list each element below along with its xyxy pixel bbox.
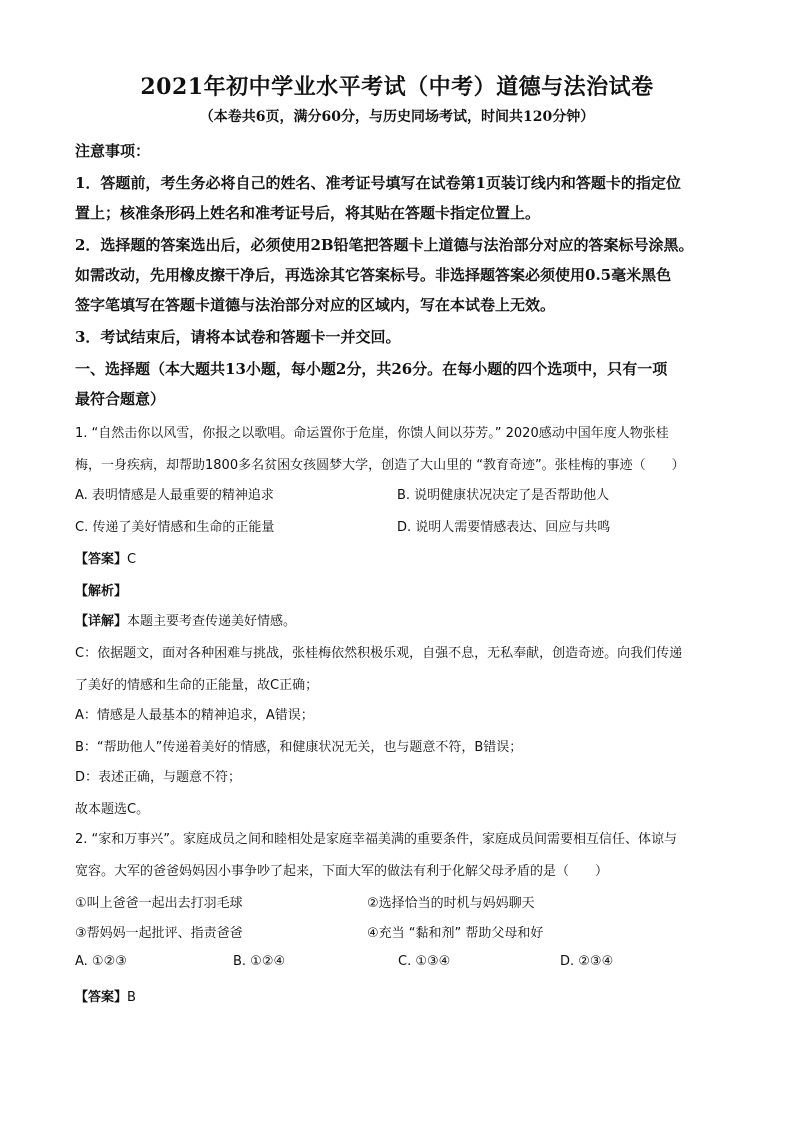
q1-detail-label: 【详解】 — [75, 614, 128, 629]
q1-analysis-c-line-2: 了美好的情感和生命的正能量，故C正确； — [75, 678, 319, 693]
notice-heading: 注意事项： — [75, 142, 151, 160]
q2-answer-label: 【答案】 — [75, 990, 128, 1005]
q1-answer — [75, 548, 725, 567]
q1-stem-line-1: 1. “自然击你以风雪，你报之以歌唱。命运置你于危崖，你馈人间以芬芳。” 2020感动中国年度人物张桂 — [75, 426, 669, 441]
q1-analysis-d: D：表述正确，与题意不符； — [75, 770, 242, 785]
q1-option-d: D. 说明人需要情感表达、回应与共鸣 — [397, 520, 611, 535]
notice-item-2-line-1: 2．选择题的答案选出后，必须使用2B铅笔把答题卡上道德与法治部分对应的答案标号涂黑。 — [75, 236, 694, 254]
section-1-heading-line-1: 一、选择题（本大题共13小题，每小题2分，共26分。在每小题的四个选项中，只有一项 — [75, 360, 668, 378]
q1-option-c: C. 传递了美好情感和生命的正能量 — [75, 520, 275, 535]
q2-option-b: B. ①②④ — [233, 954, 286, 969]
q2-statement-1: ①叫上爸爸一起出去打羽毛球 — [75, 896, 243, 911]
notice-item-2-line-3: 签字笔填写在答题卡道德与法治部分对应的区域内，写在本试卷上无效。 — [75, 296, 556, 314]
q2-answer — [75, 986, 725, 1005]
q2-option-a: A. ①②③ — [75, 954, 127, 969]
notice-item-1-line-1: 1．答题前，考生务必将自己的姓名、准考证号填写在试卷第1页装订线内和答题卡的指定位 — [75, 174, 681, 192]
q1-conclusion: 故本题选C。 — [75, 802, 150, 817]
q1-stem-line-2: 梅，一身疾病，却帮助1800多名贫困女孩圆梦大学，创造了大山里的 “教育奇迹”。张桂梅的事迹（ ） — [75, 458, 685, 473]
q1-detail — [75, 610, 725, 629]
q2-option-d: D. ②③④ — [560, 954, 614, 969]
page-title: 2021年初中学业水平考试（中考）道德与法治试卷 — [140, 74, 654, 100]
notice-item-2-line-2: 如需改动，先用橡皮擦干净后，再选涂其它答案标号。非选择题答案必须使用0.5毫米黑色 — [75, 266, 672, 284]
q2-statement-2: ②选择恰当的时机与妈妈聊天 — [367, 896, 535, 911]
q2-answer-value: B — [127, 990, 136, 1005]
notice-item-3: 3．考试结束后，请将本试卷和答题卡一并交回。 — [75, 328, 401, 346]
q1-option-a: A. 表明情感是人最重要的精神追求 — [75, 488, 274, 503]
q1-answer-label: 【答案】 — [75, 552, 128, 567]
q1-analysis-c-line-1: C：依据题文，面对各种困难与挑战，张桂梅依然积极乐观，自强不息，无私奉献，创造奇迹。向我们传递 — [75, 646, 683, 661]
page-subtitle: （本卷共6页，满分60分，与历史同场考试，时间共120分钟） — [199, 109, 595, 125]
q2-stem-line-2: 宽容。大军的爸爸妈妈因小事争吵了起来，下面大军的做法有利于化解父母矛盾的是（ ） — [75, 864, 609, 879]
section-1-heading-line-2: 最符合题意） — [75, 390, 166, 408]
q1-analysis-label: 【解析】 — [75, 584, 128, 599]
q1-detail-text: 本题主要考查传递美好情感。 — [127, 614, 297, 629]
q1-analysis-b: B：“帮助他人”传递着美好的情感，和健康状况无关，也与题意不符，B错误； — [75, 740, 523, 755]
q2-option-c: C. ①③④ — [398, 954, 451, 969]
q2-statement-4: ④充当 “黏和剂” 帮助父母和好 — [367, 926, 544, 941]
q1-answer-value: C — [127, 552, 137, 567]
q1-option-b: B. 说明健康状况决定了是否帮助他人 — [397, 488, 610, 503]
q2-stem-line-1: 2. “家和万事兴”。家庭成员之间和睦相处是家庭幸福美满的重要条件，家庭成员间需要相互信任、体谅与 — [75, 832, 678, 847]
q2-statement-3: ③帮妈妈一起批评、指责爸爸 — [75, 926, 243, 941]
notice-item-1-line-2: 置上；核准条形码上姓名和准考证号后，将其贴在答题卡指定位置上。 — [75, 204, 541, 222]
q1-analysis-a: A：情感是人最基本的精神追求，A错误； — [75, 708, 314, 723]
